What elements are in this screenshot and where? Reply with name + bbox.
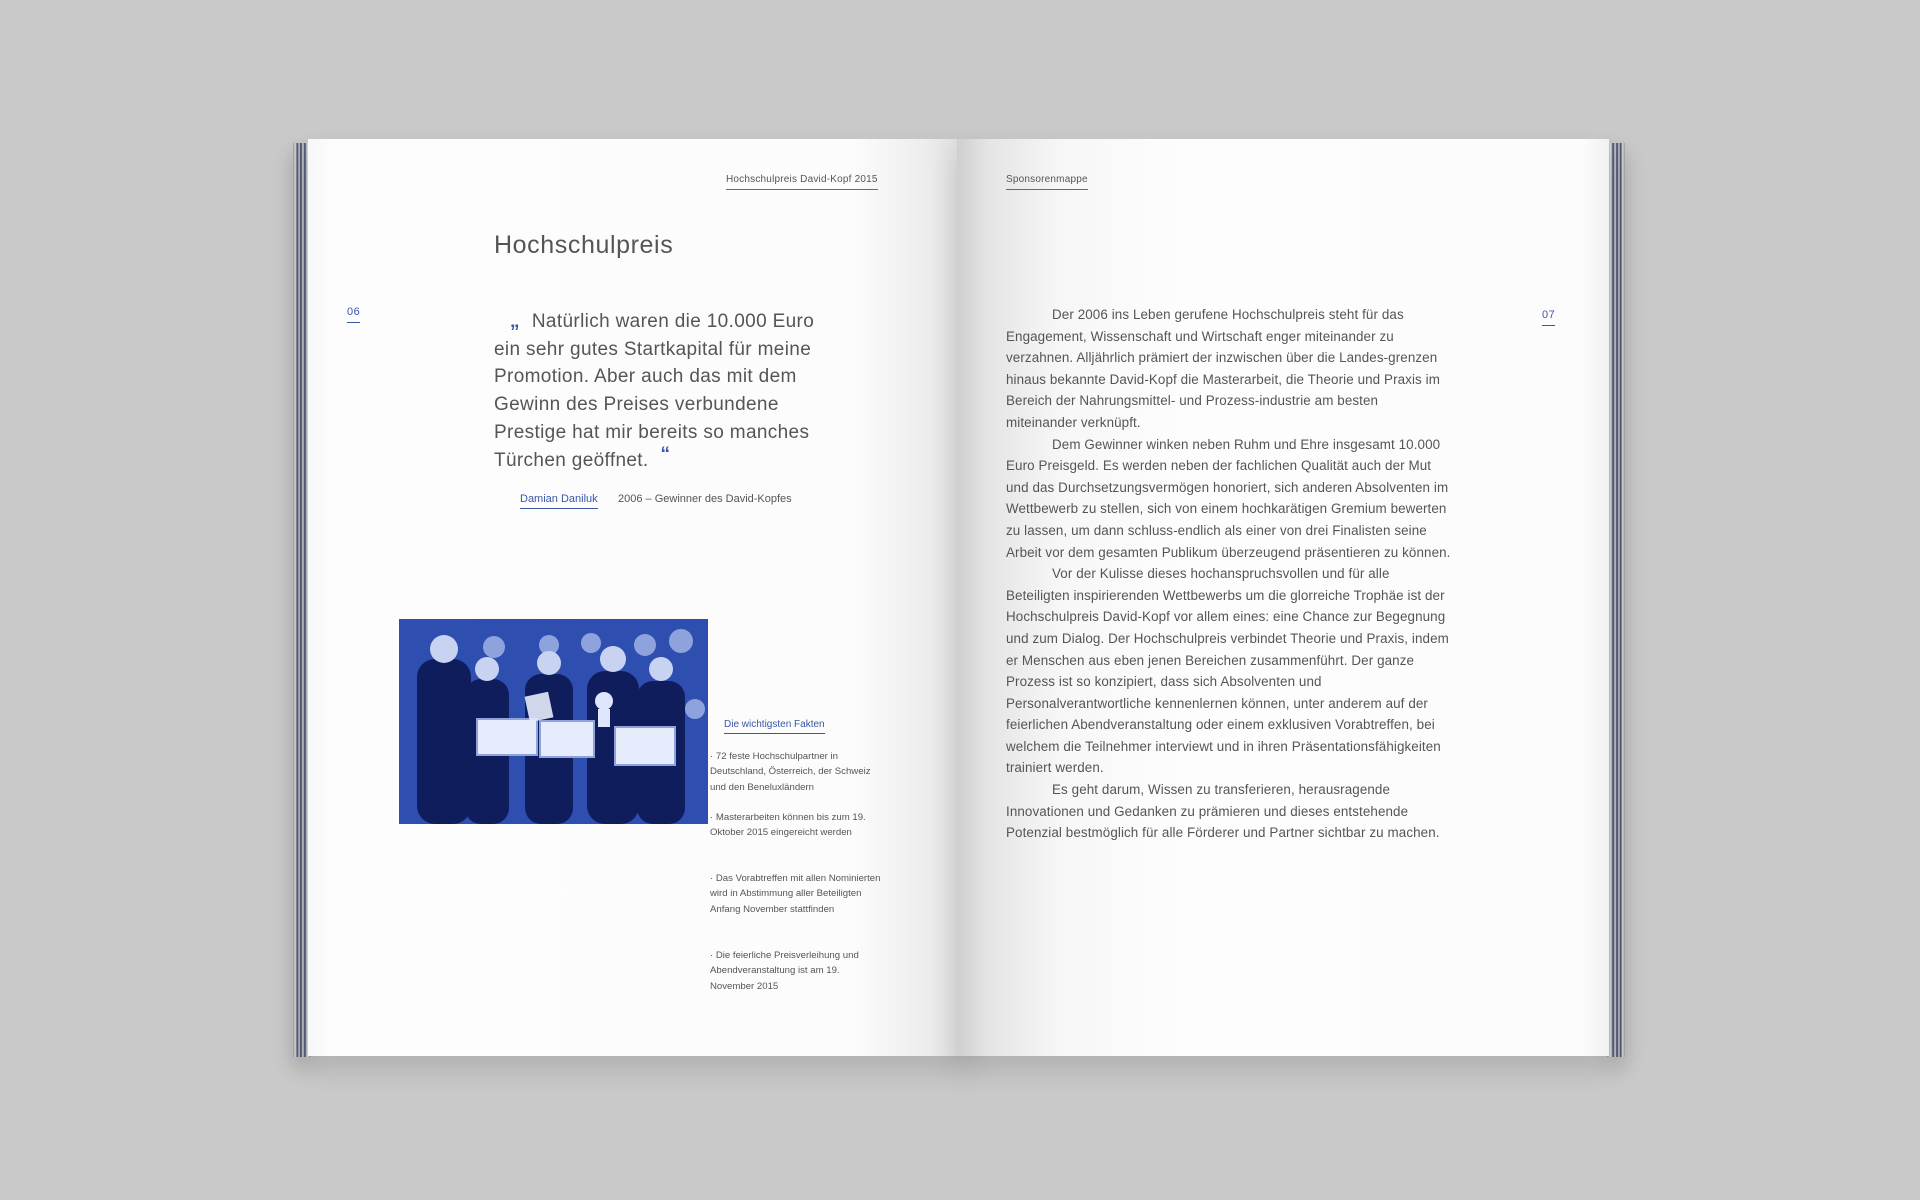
facts-heading: Die wichtigsten Fakten: [724, 719, 825, 734]
fact-item: · Das Vorabtreffen mit allen Nominierten wird in Abstimmung aller Beteiligten Anfang November stattfinden: [710, 873, 881, 915]
body-paragraph: Vor der Kulisse dieses hochanspruchsvollen und für alle Beteiligten inspirierenden Wettbewerbs um die glorreiche Trophäe ist der Hochschulpreis David-Kopf vor allem eines: eine Chance zur Begegnung und zum Dialog. Der Hochschulpreis verbindet Theorie und Praxis, indem er Menschen aus eben jenen Bereichen zusammenführt. Der ganze Prozess ist so konzipiert, dass sich Absolventen und Personalverantwortliche kennenlernen können, unter anderem auf der feierlichen Abendveranstaltung oder einem exklusiven Vorabtreffen, bei welchem die Teilnehmer interviewt und in ihren Präsentationsfähigkeiten trainiert werden.: [1006, 566, 1449, 776]
quote-line-6: Türchen geöffnet. “: [494, 443, 671, 471]
pull-quote: [494, 308, 864, 474]
quote-line-4: Gewinn des Preises verbundene: [494, 394, 779, 416]
quote-line-1: „ Natürlich waren die 10.000 Euro: [510, 311, 815, 332]
left-page: [308, 139, 972, 1056]
quote-line-5: Prestige hat mir bereits so manches: [494, 421, 810, 443]
quote-author-role: 2006 – Gewinner des David-Kopfes: [618, 493, 792, 505]
quote-line-2: ein sehr gutes Startkapital für meine: [494, 338, 812, 360]
body-paragraph: Der 2006 ins Leben gerufene Hochschulpreis steht für das Engagement, Wissenschaft und Wirtschaft enger miteinander zu verzahnen. Alljährlich prämiert der inzwischen über die Landes-grenzen hinaus bekannte David-Kopf die Masterarbeit, die Theorie und Praxis im Bereich der Nahrungsmittel- und Prozess-industrie am besten miteinander verknüpft.: [1006, 307, 1440, 430]
open-quote-mark: „: [510, 311, 520, 332]
right-page: [957, 139, 1609, 1056]
fact-item: · Masterarbeiten können bis zum 19. Oktober 2015 eingereicht werden: [710, 812, 866, 839]
body-paragraph: Dem Gewinner winken neben Ruhm und Ehre insgesamt 10.000 Euro Preisgeld. Es werden neben der fachlichen Qualität auch der Mut und das Durchsetzungsvermögen honoriert, sich anderen Absolventen im Wettbewerb zu stellen, sich von einem hochkarätigen Gremium bewerten zu lassen, um dann schluss-endlich als einer von drei Finalisten seine Arbeit vor dem gesamten Publikum überzeugend präsentieren zu können.: [1006, 436, 1451, 560]
running-head-right: Sponsorenmappe: [1006, 174, 1088, 190]
body-paragraph: Es geht darum, Wissen zu transferieren, herausragende Innovationen und Gedanken zu prämieren und dieses entstehende Potenzial bestmöglich für alle Förderer und Partner sichtbar zu machen.: [1006, 782, 1440, 841]
body-text: [1006, 304, 1451, 844]
quote-line-3: Promotion. Aber auch das mit dem: [494, 366, 797, 388]
running-head-left: Hochschulpreis David-Kopf 2015: [726, 174, 878, 190]
group-photo-image: [399, 619, 708, 824]
page-block-edge-right: [1607, 143, 1625, 1057]
award-ceremony-photo: [399, 619, 708, 824]
fact-item: · 72 feste Hochschulpartner in Deutschland, Österreich, der Schweiz und den Beneluxländern: [710, 751, 871, 793]
fact-item: · Die feierliche Preisverleihung und Abendveranstaltung ist am 19. November 2015: [710, 950, 859, 992]
open-brochure: [293, 139, 1625, 1056]
page-title: Hochschulpreis: [494, 231, 674, 259]
page-number-right: 07: [1542, 309, 1555, 326]
close-quote-mark: “: [660, 443, 671, 465]
page-number-left: 06: [347, 306, 360, 323]
quote-author-name: Damian Daniluk: [520, 493, 598, 509]
